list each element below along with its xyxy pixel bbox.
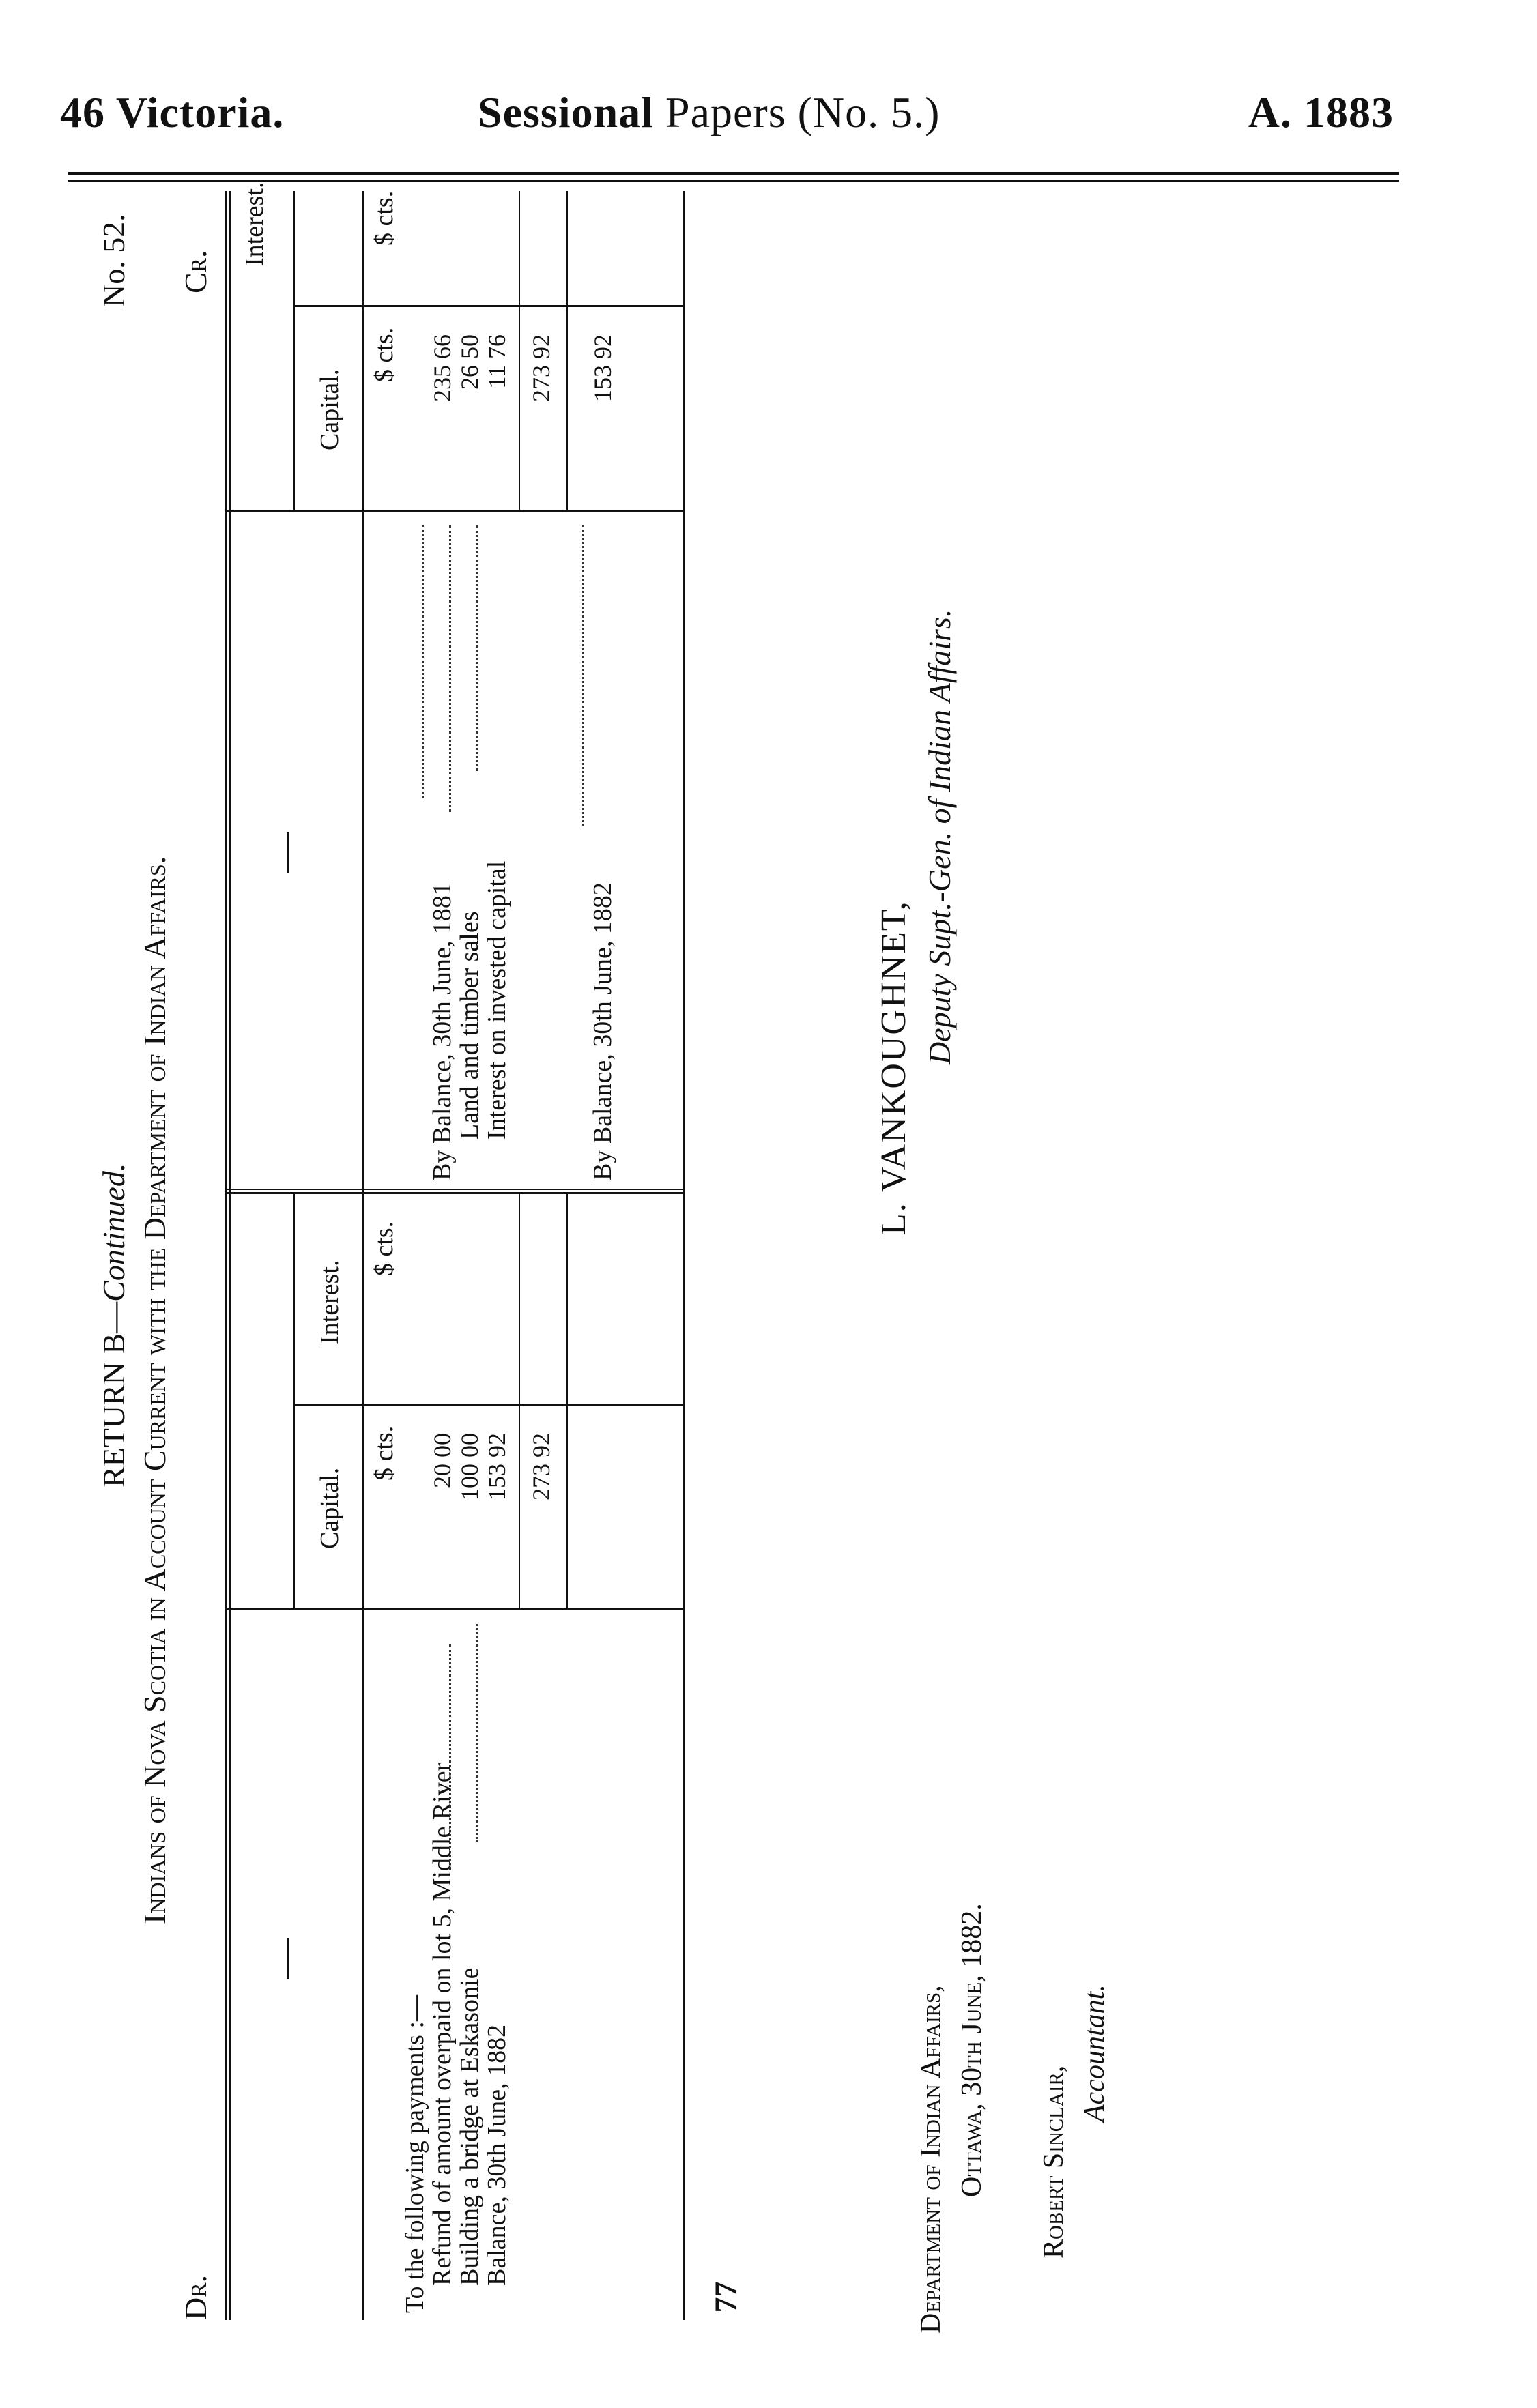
debit-capital-2: 100 00 bbox=[456, 1433, 483, 1500]
table-bottom-rule bbox=[683, 191, 685, 2320]
debit-interest-currency: $ cts. bbox=[370, 1221, 399, 1276]
debit-entry-bridge: Building a bridge at Eskasonie bbox=[455, 1967, 484, 2286]
header-volume: 46 Victoria. bbox=[60, 88, 285, 136]
debit-capital-header: Capital. bbox=[315, 1467, 344, 1549]
header-title-rest: Papers (No. 5.) bbox=[665, 88, 940, 136]
credit-capital-1: 235 66 bbox=[429, 334, 456, 402]
debit-capital-total: 273 92 bbox=[528, 1433, 555, 1500]
credit-opening-leader bbox=[422, 525, 424, 798]
credit-particulars-dash bbox=[287, 832, 289, 873]
credit-capital-header: Capital. bbox=[315, 368, 344, 450]
debit-bridge-leader bbox=[449, 1644, 451, 1870]
credit-closing-capital: 153 92 bbox=[589, 334, 616, 402]
credit-closing-leader bbox=[582, 525, 584, 826]
sig-place-date: Ottawa, 30th June, 1882. bbox=[956, 1903, 988, 2197]
return-title-text: RETURN B— bbox=[96, 1301, 131, 1488]
sig-department: Department of Indian Affairs, bbox=[915, 1985, 947, 2334]
debit-total-rule bbox=[519, 1194, 520, 1610]
credit-capital-2: 26 50 bbox=[456, 334, 483, 390]
sig-accountant-title: Accountant. bbox=[1079, 1984, 1110, 2122]
return-subtitle: Indians of Nova Scotia in Account Current with the Department of Indian Affairs. bbox=[137, 856, 172, 1924]
col-sep-middle-2 bbox=[225, 1189, 683, 1190]
return-title-continued: Continued. bbox=[96, 1163, 131, 1302]
credit-entry-interest: Interest on invested capital bbox=[483, 860, 511, 1140]
credit-capital-3: 11 76 bbox=[483, 334, 511, 389]
credit-capital-currency: $ cts. bbox=[370, 327, 399, 382]
page-number: 77 bbox=[708, 2281, 743, 2313]
debit-total-rule-2 bbox=[566, 1194, 568, 1610]
credit-entry-opening: By Balance, 30th June, 1881 bbox=[428, 882, 457, 1180]
credit-interest-header: Interest. bbox=[240, 182, 269, 266]
debit-particulars-dash bbox=[287, 1938, 289, 1979]
header-rule-top bbox=[68, 172, 1399, 175]
credit-capital-total: 273 92 bbox=[528, 334, 555, 402]
debit-capital-3: 153 92 bbox=[483, 1433, 511, 1500]
credit-interest-leader bbox=[476, 525, 478, 771]
credit-entry-sales: Land and timber sales bbox=[455, 911, 484, 1140]
credit-amount-head-split bbox=[293, 191, 295, 512]
header-year: A. 1883 bbox=[1248, 88, 1394, 136]
cr-label: Cr. bbox=[178, 250, 213, 293]
debit-entry-refund: Refund of amount overpaid on lot 5, Middle River bbox=[428, 1762, 457, 2286]
debit-balance-leader bbox=[476, 1624, 478, 1842]
debit-entry-balance: Balance, 30th June, 1882 bbox=[483, 2024, 511, 2286]
credit-closing-entry: By Balance, 30th June, 1882 bbox=[588, 882, 617, 1180]
debit-capital-1: 20 00 bbox=[429, 1433, 456, 1488]
credit-total-rule-2 bbox=[566, 191, 568, 512]
header-title bbox=[478, 87, 940, 138]
dr-label: Dr. bbox=[178, 2274, 213, 2320]
credit-sales-leader bbox=[449, 525, 451, 812]
debit-capital-currency: $ cts. bbox=[370, 1425, 399, 1481]
col-sep-credit-interest bbox=[293, 305, 683, 307]
rotated-account-sheet bbox=[68, 182, 1399, 2361]
credit-interest-currency: $ cts. bbox=[370, 190, 399, 246]
header-title-bold: Sessional bbox=[478, 88, 654, 136]
return-title bbox=[96, 1163, 132, 1488]
debit-entry-header: To the following payments :— bbox=[401, 1995, 429, 2313]
credit-total-rule bbox=[519, 191, 520, 512]
debit-amount-head-split bbox=[293, 1194, 295, 1610]
col-sep-debit-interest bbox=[293, 1404, 683, 1406]
debit-interest-header: Interest. bbox=[315, 1260, 344, 1344]
sig-deputy-title: Deputy Supt.-Gen. of Indian Affairs. bbox=[922, 609, 957, 1064]
sig-accountant-name: Robert Sinclair, bbox=[1038, 2065, 1069, 2259]
return-number: No. 52. bbox=[96, 214, 131, 307]
sig-deputy-name: L. VANKOUGHNET, bbox=[874, 900, 913, 1235]
